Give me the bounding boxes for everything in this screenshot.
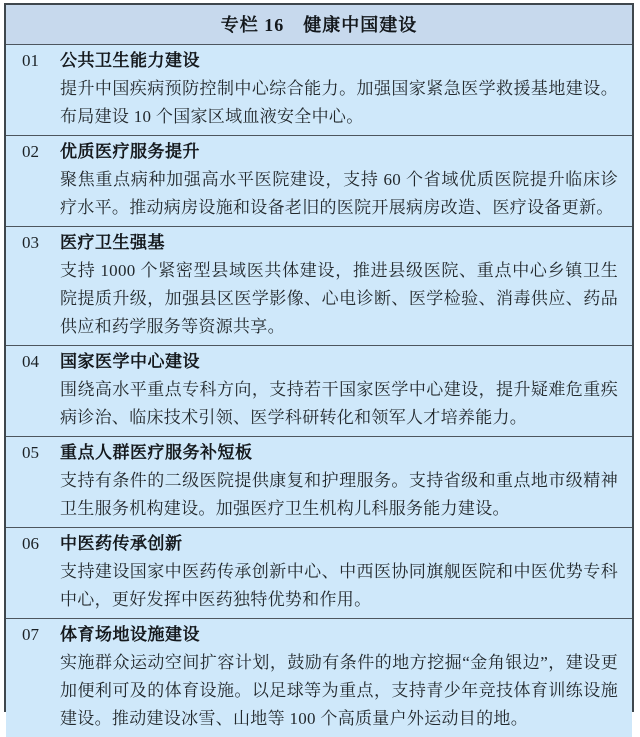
section-number: 04: [22, 352, 39, 371]
policy-box-panel: [4, 3, 634, 728]
panel-title: 专栏 16 健康中国建设: [6, 5, 632, 44]
section-number: 05: [22, 443, 39, 462]
section-body: 支持 1000 个紧密型县域医共体建设，推进县级医院、重点中心乡镇卫生院提质升级，加强县区医学影像、心电诊断、医学检验、消毒供应、药品供应和药学服务等资源共享。: [60, 261, 618, 336]
section-number: 07: [22, 625, 39, 644]
section-title: 优质医疗服务提升: [60, 142, 200, 161]
section-body: 支持建设国家中医药传承创新中心、中西医协同旗舰医院和中医优势专科中心，更好发挥中医药独特优势和作用。: [60, 562, 618, 609]
section-body: 围绕高水平重点专科方向，支持若干国家医学中心建设，提升疑难危重疾病诊治、临床技术引领、医学科研转化和领军人才培养能力。: [60, 380, 618, 427]
section-body: 实施群众运动空间扩容计划，鼓励有条件的地方挖掘“金角银边”，建设更加便利可及的体育设施。以足球等为重点，支持青少年竞技体育训练设施建设。推动建设冰雪、山地等 100 个高质量户外运动目的地。: [60, 653, 618, 728]
section-row: [6, 44, 632, 135]
section-number: 02: [22, 142, 39, 161]
section-title: 体育场地设施建设: [60, 625, 200, 644]
section-row: [6, 226, 632, 345]
section-row: [6, 135, 632, 226]
section-head: [22, 348, 618, 376]
section-title: 医疗卫生强基: [60, 233, 165, 252]
section-head: [22, 138, 618, 166]
section-body: 聚焦重点病种加强高水平医院建设，支持 60 个省域优质医院提升临床诊疗水平。推动病房设施和设备老旧的医院开展病房改造、医疗设备更新。: [60, 170, 618, 217]
section-row: [6, 345, 632, 436]
section-number: 06: [22, 534, 39, 553]
section-body: 支持有条件的二级医院提供康复和护理服务。支持省级和重点地市级精神卫生服务机构建设。加强医疗卫生机构儿科服务能力建设。: [60, 471, 618, 518]
section-head: [22, 47, 618, 75]
section-title: 公共卫生能力建设: [60, 51, 200, 70]
section-row: [6, 618, 632, 737]
section-row: [6, 527, 632, 618]
section-number: 01: [22, 51, 39, 70]
section-title: 重点人群医疗服务补短板: [60, 443, 253, 462]
section-row: [6, 436, 632, 527]
section-title: 国家医学中心建设: [60, 352, 200, 371]
section-number: 03: [22, 233, 39, 252]
section-title: 中医药传承创新: [60, 534, 183, 553]
section-head: [22, 621, 618, 649]
panel-body: [6, 44, 632, 737]
section-head: [22, 530, 618, 558]
section-head: [22, 439, 618, 467]
section-body: 提升中国疾病预防控制中心综合能力。加强国家紧急医学救援基地建设。布局建设 10 个国家区域血液安全中心。: [60, 79, 618, 126]
section-head: [22, 229, 618, 257]
